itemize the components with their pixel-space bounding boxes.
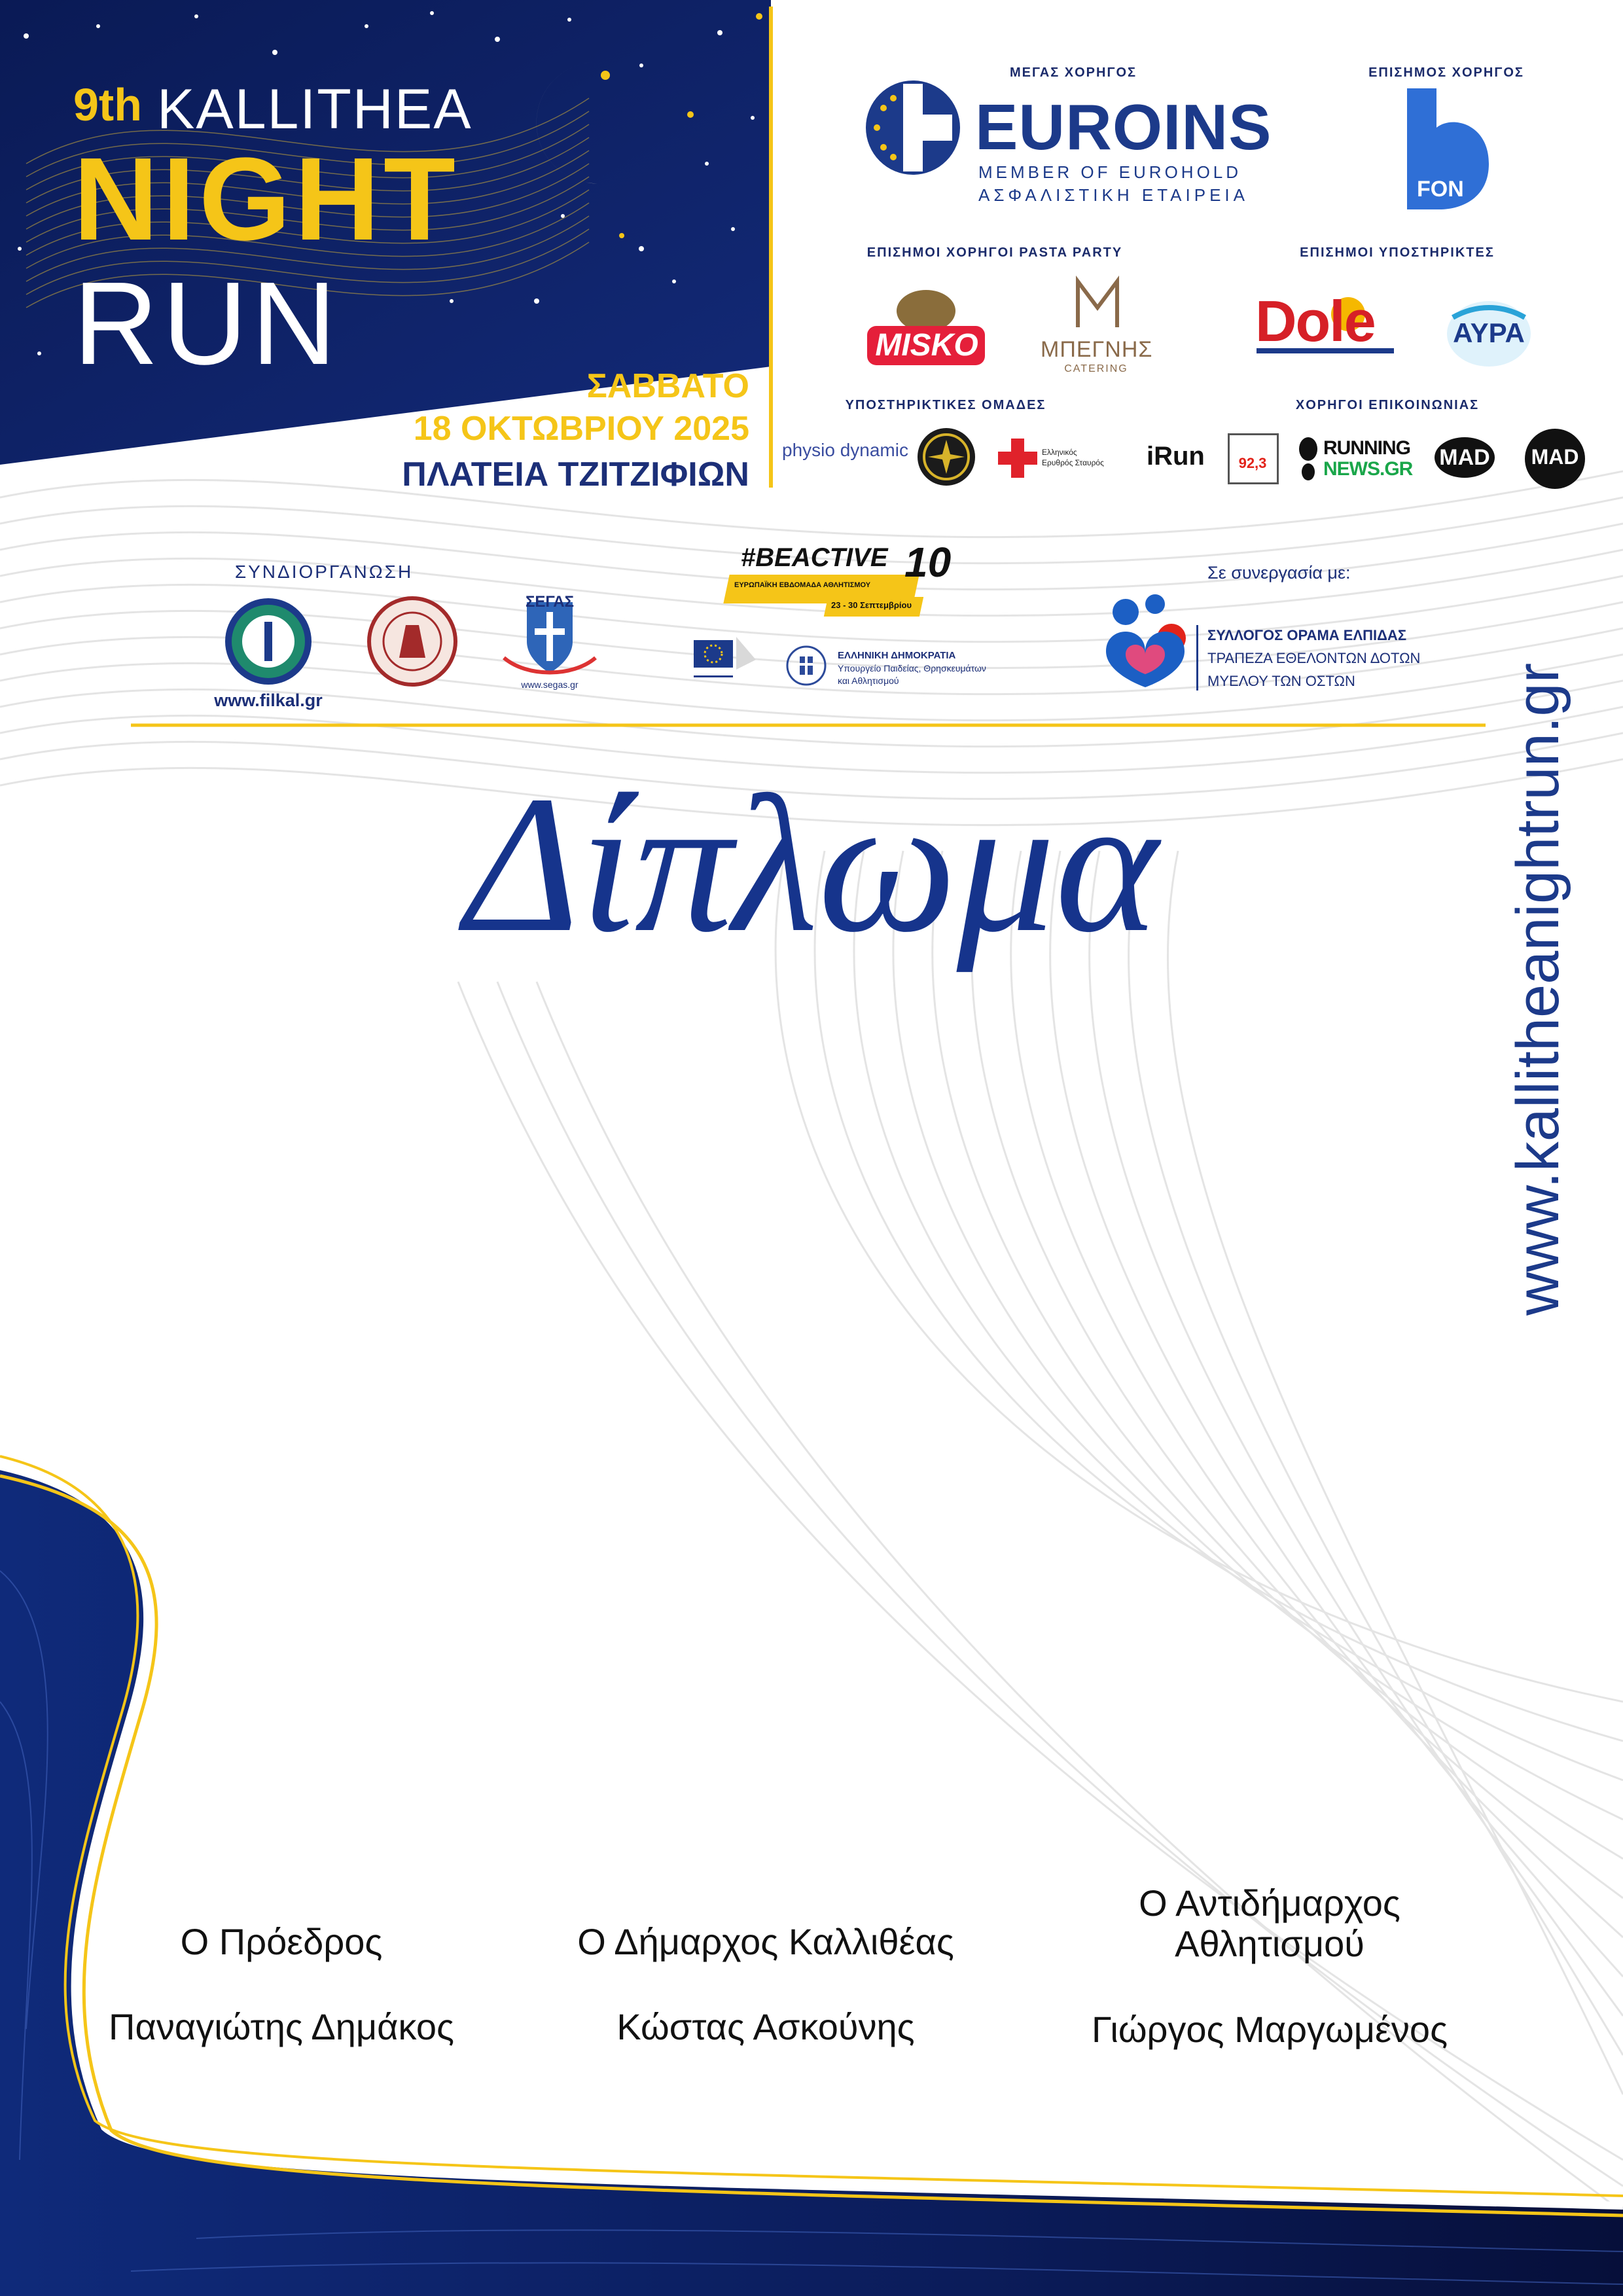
euroins-sub1: MEMBER OF EUROHOLD: [978, 162, 1242, 182]
irun-name: iRun: [1147, 442, 1205, 471]
beactive-years: 10: [904, 539, 952, 586]
event-title-word3: RUN: [73, 258, 340, 389]
teams-label: ΥΠΟΣΤΗΡΙΚΤΙΚΕΣ ΟΜΑΔΕΣ: [845, 398, 1046, 412]
eu-flag-icon: [674, 634, 769, 696]
partner-line3: ΜΥΕΛΟΥ ΤΩΝ ΟΣΤΩΝ: [1207, 673, 1355, 689]
event-venue: ΠΛΑΤΕΙΑ ΤΖΙΤΖΙΦΙΩΝ: [402, 456, 749, 493]
misko-name: MISKO: [875, 328, 978, 363]
pasta-party-label: ΕΠΙΣΗΜΟΙ ΧΟΡΗΓΟΙ PASTA PARTY: [866, 245, 1123, 260]
signature-name-mayor: Κώστας Ασκούνης: [616, 2006, 915, 2047]
dole-name: Dole: [1255, 289, 1375, 353]
mad-radio-name: MAD: [1531, 445, 1579, 469]
partner-line1: ΣΥΛΛΟΓΟΣ ΟΡΑΜΑ ΕΛΠΙΔΑΣ: [1207, 627, 1407, 643]
beactive-sub: ΕΥΡΩΠΑΪΚΗ ΕΒΔΟΜΑΔΑ ΑΘΛΗΤΙΣΜΟΥ: [734, 581, 871, 589]
event-title-word1: KALLITHEA: [157, 78, 473, 141]
begnis-sub: CATERING: [1064, 363, 1128, 374]
greek-emblem-icon: [785, 645, 827, 687]
event-date: 18 ΟΚΤΩΒΡΙΟΥ 2025: [413, 410, 749, 448]
signature-role-deputy-mayor: Ο Αντιδήμαρχος: [1139, 1882, 1400, 1924]
website-url: www.kallitheanightrun.gr: [1505, 662, 1571, 1316]
event-day: ΣΑΒΒΑΤΟ: [586, 367, 749, 405]
mad-name: MAD: [1439, 445, 1490, 470]
shoe-icon: [1297, 436, 1319, 482]
signature-name-deputy-mayor: Γιώργος Μαργωμένος: [1091, 2009, 1448, 2050]
red-cross-name-a: Ελληνικός: [1042, 448, 1077, 457]
club-badge-icon: [916, 427, 976, 487]
event-title-word2: NIGHT: [73, 134, 459, 265]
fon-name: FON: [1417, 177, 1464, 202]
orama-elpidas-logo-icon: [1099, 592, 1191, 691]
event-title-prefix: 9th: [73, 79, 142, 130]
euroins-name: EUROINS: [975, 91, 1272, 163]
avra-name: ΑΥΡΑ: [1453, 317, 1525, 348]
partner-line2: ΤΡΑΠΕΖΑ ΕΘΕΛΟΝΤΩΝ ΔΟΤΩΝ: [1207, 650, 1421, 666]
red-cross-icon: [998, 439, 1037, 478]
lampsi-freq: 92,3: [1238, 455, 1267, 471]
filkal-logo-icon: [223, 596, 314, 687]
begnis-name: ΜΠΕΓΝΗΣ: [1041, 337, 1153, 362]
partner-label: Σε συνεργασία με:: [1207, 563, 1351, 583]
signature-role-deputy-mayor-2: Αθλητισμού: [1175, 1923, 1364, 1964]
physio-dynamic-name: physio dynamic: [782, 440, 908, 460]
ministry-line2: Υπουργείο Παιδείας, Θρησκευμάτων: [838, 663, 986, 673]
ministry-line1: ΕΛΛΗΝΙΚΗ ΔΗΜΟΚΡΑΤΙΑ: [838, 650, 956, 661]
filkal-url: www.filkal.gr: [214, 691, 323, 710]
kallithea-municipality-seal-icon: [366, 596, 458, 687]
segas-url: www.segas.gr: [521, 679, 579, 690]
partner-divider: [1196, 625, 1198, 691]
main-sponsor-label: ΜΕΓΑΣ ΧΟΡΗΓΟΣ: [1009, 65, 1137, 80]
signature-role-mayor: Ο Δήμαρχος Καλλιθέας: [577, 1921, 954, 1962]
runningnews-a: RUNNING: [1323, 437, 1410, 459]
red-cross-name-b: Ερυθρός Σταυρός: [1042, 458, 1104, 467]
euroins-logo-icon: [864, 79, 962, 177]
coorganizers-label: ΣΥΝΔΙΟΡΓΑΝΩΣΗ: [234, 562, 414, 582]
media-label: ΧΟΡΗΓΟΙ ΕΠΙΚΟΙΝΩΝΙΑΣ: [1295, 398, 1480, 412]
euroins-sub2: ΑΣΦΑΛΙΣΤΙΚΗ ΕΤΑΙΡΕΙΑ: [978, 185, 1249, 205]
beactive-tag: #BEACTIVE: [741, 543, 888, 572]
runningnews-b: NEWS.GR: [1323, 458, 1413, 480]
signature-name-president: Παναγιώτης Δημάκος: [109, 2006, 454, 2047]
beactive-dates: 23 - 30 Σεπτεμβρίου: [831, 600, 912, 610]
official-sponsor-label: ΕΠΙΣΗΜΟΣ ΧΟΡΗΓΟΣ: [1368, 65, 1524, 80]
begnis-logo-icon: [1075, 275, 1120, 331]
diploma-title: Δίπλωμα: [465, 755, 1158, 973]
ministry-line3: και Αθλητισμού: [838, 675, 899, 686]
bottom-border: [0, 1466, 1623, 2296]
signature-role-president: Ο Πρόεδρος: [180, 1921, 383, 1962]
segas-name: ΣΕΓΑΣ: [526, 593, 574, 611]
supporters-label: ΕΠΙΣΗΜΟΙ ΥΠΟΣΤΗΡΙΚΤΕΣ: [1300, 245, 1495, 260]
